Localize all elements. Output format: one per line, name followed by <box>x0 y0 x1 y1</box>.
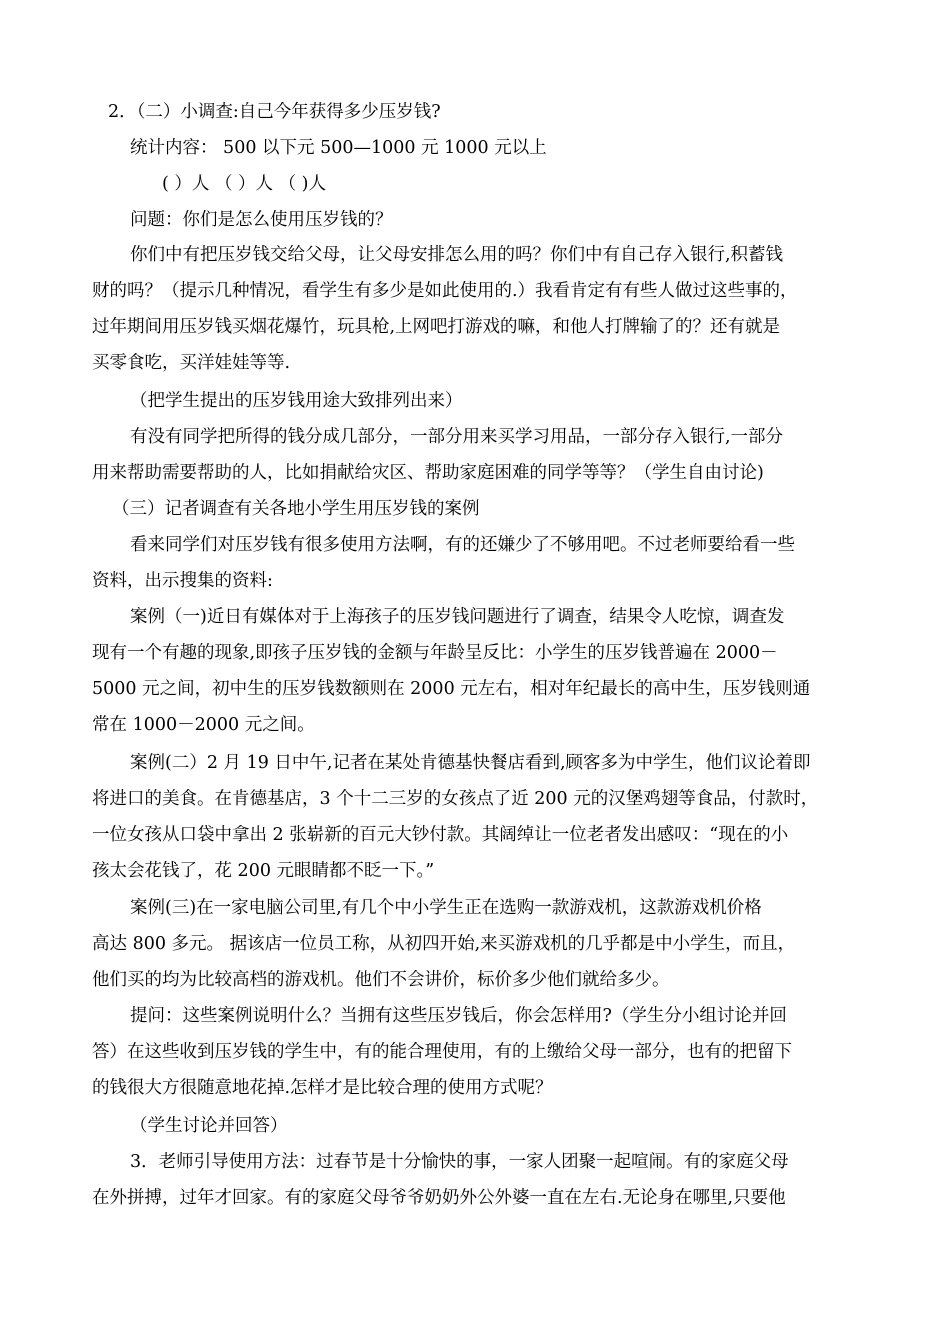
text-line: 3．老师引导使用方法：过春节是十分愉快的事，一家人团聚一起喧闹。有的家庭父母 <box>130 1152 789 1172</box>
text-line: 资料，出示搜集的资料: <box>92 571 273 591</box>
text-line: 财的吗？（提示几种情况，看学生有多少是如此使用的.）我看肯定有有些人做过这些事的， <box>92 281 798 301</box>
text-line: 答）在这些收到压岁钱的学生中，有的能合理使用，有的上缴给父母一部分，也有的把留下 <box>92 1042 792 1062</box>
text-line: 一位女孩从口袋中拿出 2 张崭新的百元大钞付款。其阔绰让一位老者发出感叹：“现在的小 <box>92 825 789 845</box>
text-line: （把学生提出的压岁钱用途大致排列出来） <box>130 391 463 411</box>
text-line: 高达 800 多元。 据该店一位员工称，从初四开始,来买游戏机的几乎都是中小学生，而且， <box>92 934 796 954</box>
text-line: 买零食吃，买洋娃娃等等. <box>92 353 291 373</box>
text-line: （学生讨论并回答） <box>130 1116 288 1136</box>
text-line: 2．（二）小调查:自己今年获得多少压岁钱? <box>108 102 441 122</box>
text-line: 有没有同学把所得的钱分成几部分，一部分用来买学习用品，一部分存入银行,一部分 <box>130 427 784 447</box>
text-line: 他们买的均为比较高档的游戏机。他们不会讲价，标价多少他们就给多少。 <box>92 970 670 990</box>
text-line: 在外拼搏，过年才回家。有的家庭父母爷爷奶奶外公外婆一直在左右.无论身在哪里,只要他 <box>92 1188 786 1208</box>
text-line: 常在 1000－2000 元之间。 <box>92 715 315 735</box>
text-line: 案例（一)近日有媒体对于上海孩子的压岁钱问题进行了调查，结果令人吃惊，调查发 <box>130 607 785 627</box>
text-line: 你们中有把压岁钱交给父母，让父母安排怎么用的吗？你们中有自己存入银行,积蓄钱 <box>130 245 784 265</box>
text-line: ( ）人 （ ）人 （ )人 <box>162 174 326 194</box>
text-line: 案例(三)在一家电脑公司里,有几个中小学生正在选购一款游戏机，这款游戏机价格 <box>130 898 762 918</box>
text-line: 问题：你们是怎么使用压岁钱的？ <box>130 210 393 230</box>
text-line: 提问：这些案例说明什么？当拥有这些压岁钱后，你会怎样用?（学生分小组讨论并回 <box>130 1006 787 1026</box>
text-line: 过年期间用压岁钱买烟花爆竹，玩具枪,上网吧打游戏的嘛，和他人打牌输了的？还有就是 <box>92 317 781 337</box>
text-line: 现有一个有趣的现象,即孩子压岁钱的金额与年龄呈反比：小学生的压岁钱普遍在 2000－ <box>92 643 778 663</box>
text-line: （三）记者调查有关各地小学生用压岁钱的案例 <box>112 499 480 519</box>
text-line: 将进口的美食。在肯德基店，3 个十二三岁的女孩点了近 200 元的汉堡鸡翅等食品，付款时， <box>92 789 819 809</box>
text-line: 孩太会花钱了，花 200 元眼睛都不眨一下。” <box>92 861 435 881</box>
text-line: 统计内容： 500 以下元 500—1000 元 1000 元以上 <box>130 138 547 158</box>
text-line: 用来帮助需要帮助的人，比如捐献给灾区、帮助家庭困难的同学等等？（学生自由讨论) <box>92 463 764 483</box>
text-line: 案例(二）2 月 19 日中午,记者在某处肯德基快餐店看到,顾客多为中学生，他们议论着即 <box>130 753 811 773</box>
text-line: 看来同学们对压岁钱有很多使用方法啊，有的还嫌少了不够用吧。不过老师要给看一些 <box>130 535 795 555</box>
text-line: 5000 元之间，初中生的压岁钱数额则在 2000 元左右，相对年纪最长的高中生，压岁钱则通 <box>92 679 811 699</box>
text-line: 的钱很大方很随意地花掉.怎样才是比较合理的使用方式呢？ <box>92 1078 553 1098</box>
